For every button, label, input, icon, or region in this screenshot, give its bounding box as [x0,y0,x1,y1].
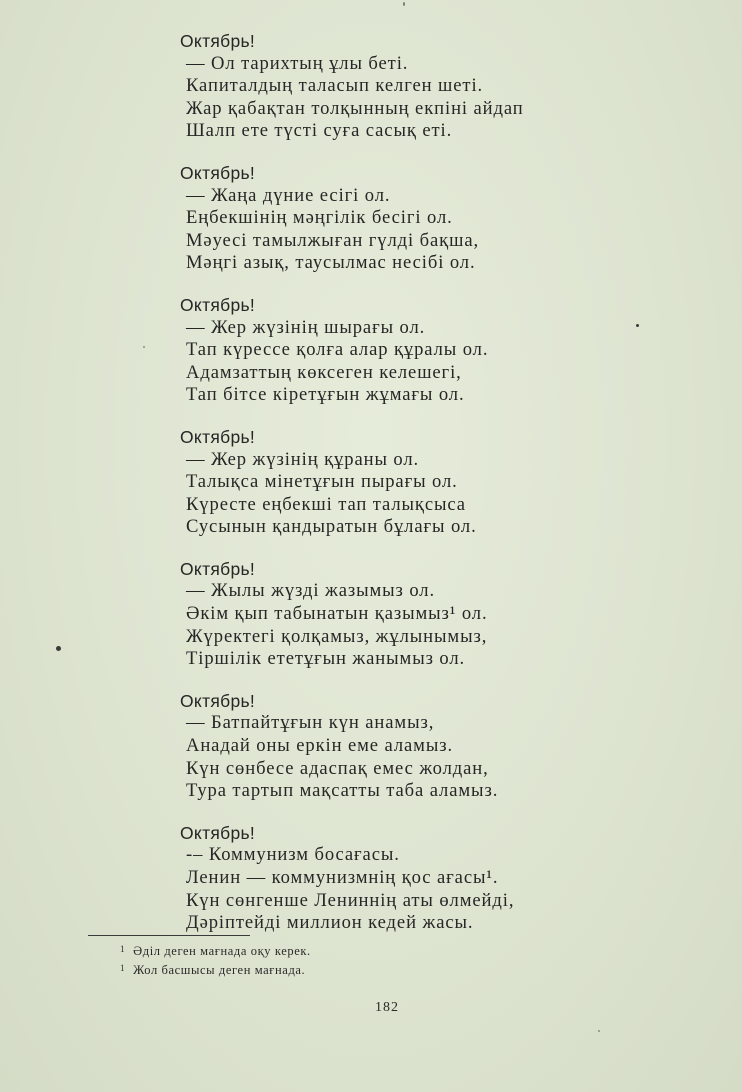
footnote-mark: 1 [120,963,126,973]
poem-line: Жар қабақтан толқынның екпіні айдап [186,97,524,119]
poem-line: — Ол тарихтың ұлы беті. [186,52,409,74]
stanza-5 [176,558,676,671]
poem-line: — Жаңа дүние есігі ол. [186,184,391,206]
footnote-rule [88,935,250,936]
poem-line: Күн сөнбесе адаспақ емес жолдан, [186,757,489,779]
footnote [120,942,311,961]
footnotes [120,942,311,980]
poem-line: — Жылы жүзді жазымыз ол. [186,580,436,602]
stanza-1 [176,30,676,143]
footnote-text: Жол басшысы деген мағнада. [133,963,306,977]
poem-line: -– Коммунизм босағасы. [186,844,400,866]
stanza-heading: Октябрь! [180,558,256,579]
poem-line: Мәуесі тамылжыған гүлді бақша, [186,229,480,251]
footnote-mark: 1 [120,944,126,954]
stanza-heading: Октябрь! [180,31,256,51]
poem-line: — Жер жүзінің шырағы ол. [186,316,426,338]
poem-line: Анадай оны еркін еме аламыз. [186,735,454,757]
poem-line: — Жер жүзінің құраны ол. [186,448,420,470]
poem-line: Күн сөнгенше Лениннің аты өлмейді, [186,889,515,911]
poem-line: Шалп ете түсті суға сасық еті. [186,120,453,142]
stanza-heading: Октябрь! [180,162,256,183]
paper-speck [143,346,145,348]
stanza-4 [176,426,676,539]
stanza-7 [176,822,676,935]
poem-line: Адамзаттың көксеген келешегі, [186,361,462,383]
stanza-6 [176,690,676,803]
poem-line: Тура тартып мақсатты таба аламыз. [186,780,499,802]
poem-line: Дәріптейді миллион кедей жасы. [186,912,474,934]
poem-line: Жүректегі қолқамыз, жұлынымыз, [186,625,488,647]
poem-line: Тап күрессе қолға алар құралы ол. [186,339,489,361]
poem-line: Тап бітсе кіретұғын жұмағы ол. [186,384,465,406]
poem-line: Талықса мінетұғын пырағы ол. [186,471,458,493]
paper-speck [403,2,405,6]
stanza-3 [176,294,676,407]
paper-speck [636,324,639,327]
poem-line: Тіршілік ететұғын жанымыз ол. [186,648,466,670]
stanza-heading: Октябрь! [180,426,256,447]
poem-line: Еңбекшінің мәңгілік бесігі ол. [186,207,453,229]
stanza-heading: Октябрь! [180,822,256,843]
poem-line: Ленин — коммунизмнің қос ағасы¹. [186,867,499,888]
poem-line: Мәңгі азық, таусылмас несібі ол. [186,252,476,274]
poem-line: Әкім қып табынатын қазымыз¹ ол. [186,603,488,625]
poem-line: Күресте еңбекші тап талықсыса [186,493,466,515]
poem [176,30,676,954]
paper-speck [56,646,61,651]
stanza-heading: Октябрь! [180,690,256,711]
footnote-text: Әділ деген мағнада оқу керек. [133,944,311,958]
poem-line: — Батпайтұғын күн анамыз, [186,712,435,734]
stanza-heading: Октябрь! [180,294,256,315]
footnote [120,961,311,980]
paper-speck [598,1030,600,1032]
page-number: 182 [375,1000,399,1015]
poem-line: Сусынын қандыратын бұлағы ол. [186,516,477,538]
stanza-2 [176,162,676,275]
poem-line: Капиталдың таласып келген шеті. [186,75,484,97]
